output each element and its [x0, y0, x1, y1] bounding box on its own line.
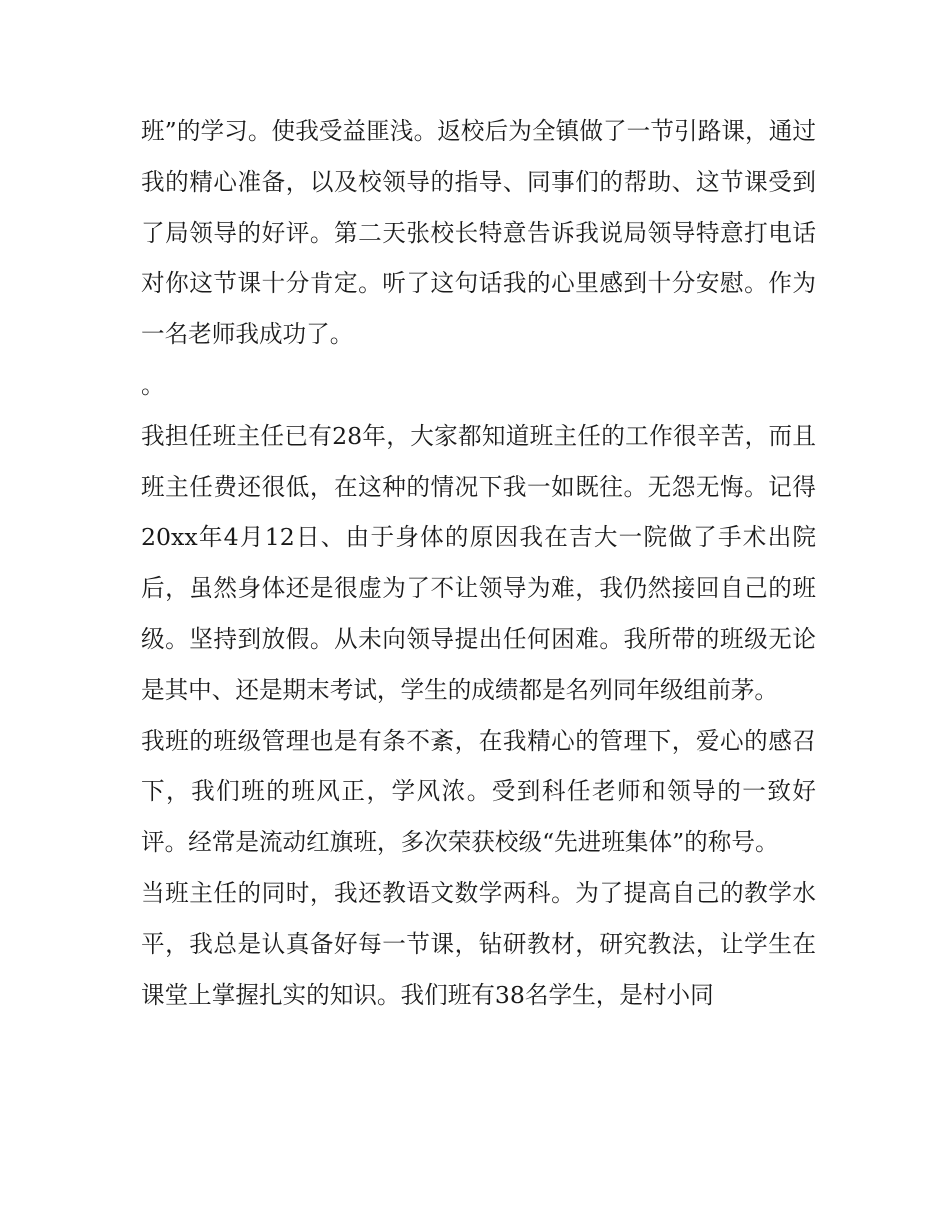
paragraph-5: 当班主任的同时，我还教语文数学两科。为了提高自己的教学水平，我总是认真备好每一节课，钻研教材，研究教法，让学生在课堂上掌握扎实的知识。我们班有38名学生，是村小同	[141, 878, 816, 1009]
paragraph-4: 我班的班级管理也是有条不紊，在我精心的管理下，爱心的感召下，我们班的班风正，学风浓。受到科任老师和领导的一致好评。经常是流动红旗班，多次荣获校级“先进班集体”的称号。	[141, 726, 816, 857]
document-body	[141, 106, 816, 1020]
paragraph-3: 我担任班主任已有28年，大家都知道班主任的工作很辛苦，而且班主任费还很低，在这种的情况下我一如既往。无怨无悔。记得20xx年4月12日、由于身体的原因我在吉大一院做了手术出院后，虽然身体还是很虚为了不让领导为难，我仍然接回自己的班级。坚持到放假。从未向领导提出任何困难。我所带的班级无论是其中、还是期末考试，学生的成绩都是名列同年级组前茅。	[141, 421, 816, 704]
paragraph-2: 。	[141, 370, 165, 399]
paragraph-1: 班”的学习。使我受益匪浅。返校后为全镇做了一节引路课，通过我的精心准备，以及校领导的指导、同事们的帮助、这节课受到了局领导的好评。第二天张校长特意告诉我说局领导特意打电话对你这节课十分肯定。听了这句话我的心里感到十分安慰。作为一名老师我成功了。	[141, 117, 816, 349]
